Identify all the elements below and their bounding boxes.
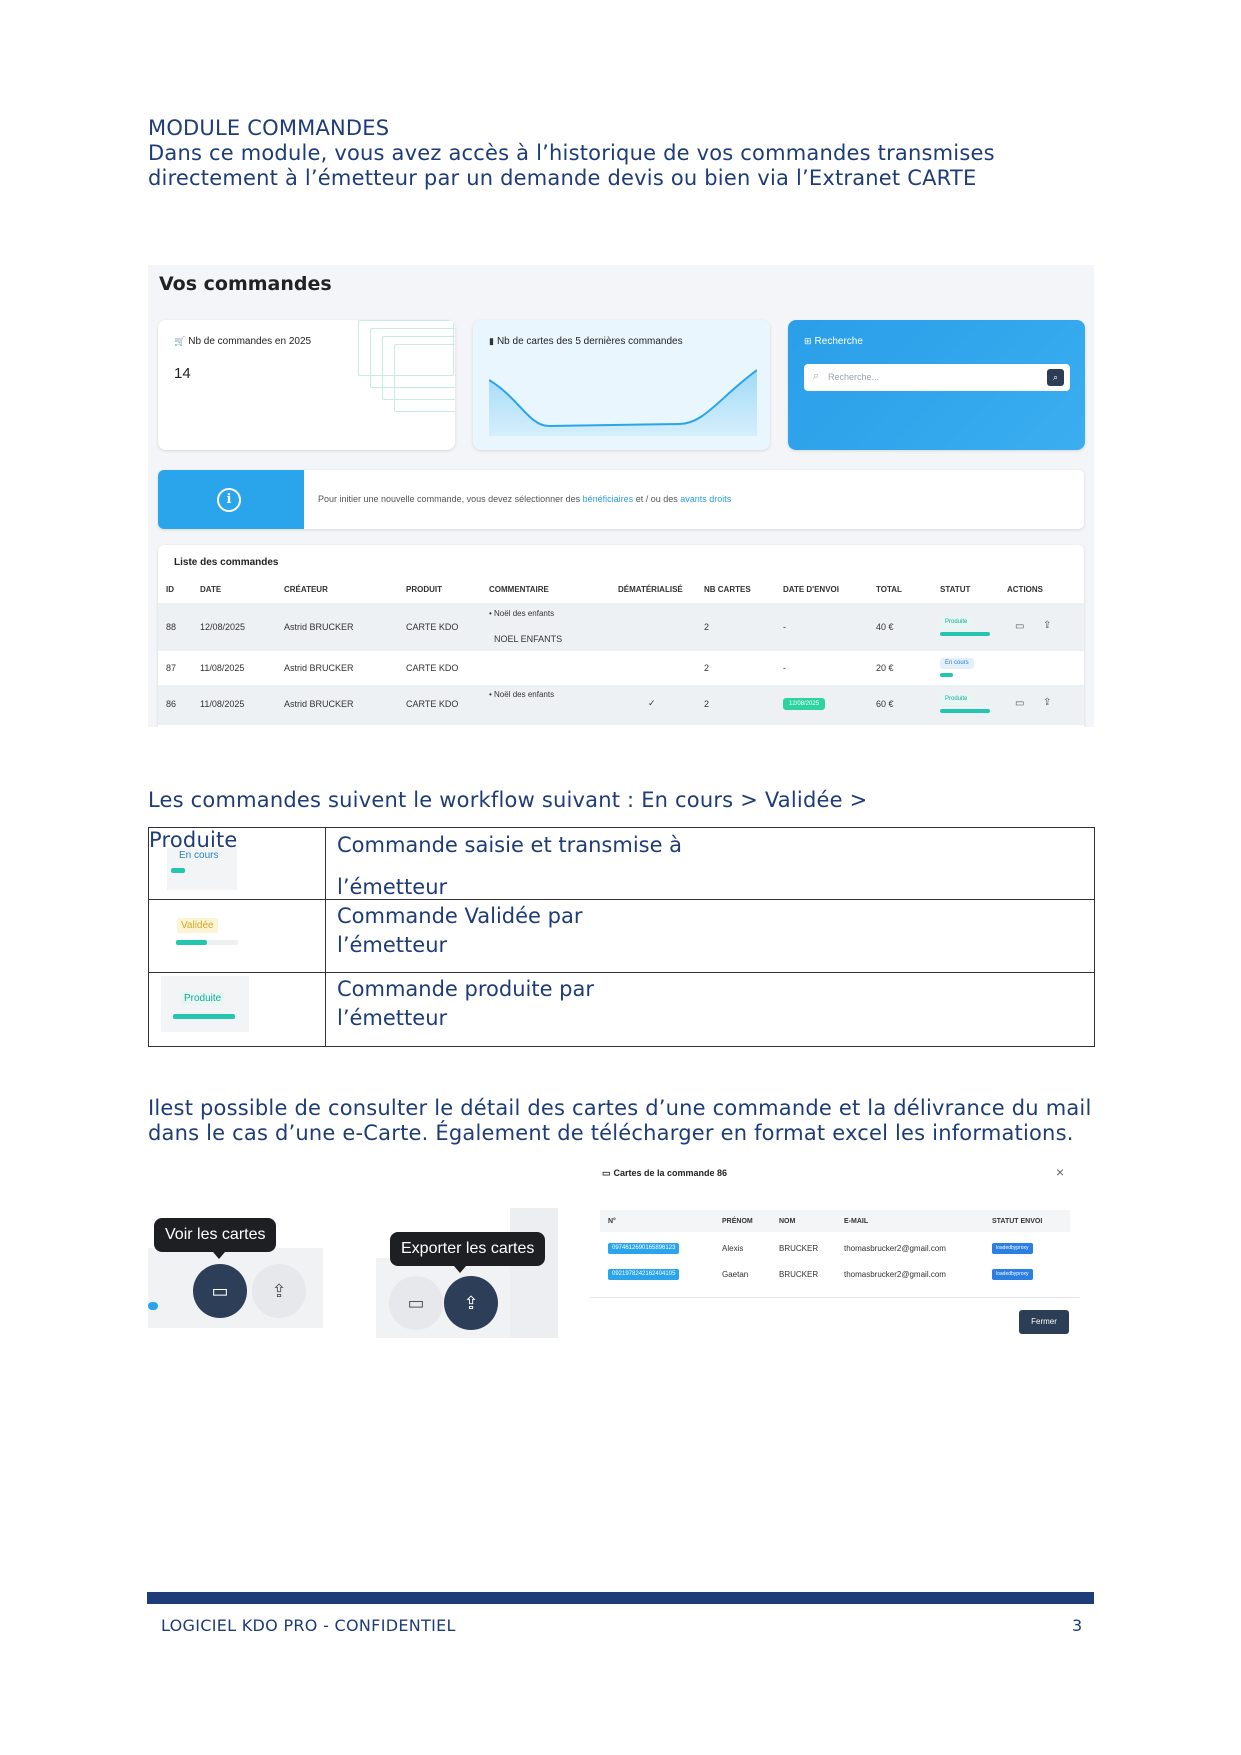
status-progress — [173, 1014, 235, 1019]
view-cards-button[interactable]: ▭ — [389, 1276, 443, 1330]
export-icon[interactable]: ⇪ — [1043, 620, 1052, 631]
close-button[interactable]: Fermer — [1019, 1310, 1069, 1334]
orders-count-value: 14 — [174, 365, 191, 382]
workflow-row-produite: Produite Commande produite par l’émetteur — [149, 973, 1094, 1046]
view-cards-icon[interactable]: ▭ — [1015, 698, 1025, 709]
workflow-row-en-cours: En cours Produite Commande saisie et transmise à l’émetteur — [149, 828, 1094, 900]
col-dematerialized: DÉMATÉRIALISÉ — [618, 585, 683, 594]
search-card-label: Recherche — [814, 336, 863, 347]
status-badge: En cours — [179, 850, 219, 861]
info-banner — [158, 470, 1084, 529]
status-progress — [940, 673, 990, 677]
orders-list — [158, 545, 1084, 727]
close-icon[interactable]: × — [1056, 1164, 1065, 1180]
status-badge: Validée — [177, 918, 218, 933]
card-icon: ▭ — [602, 1168, 611, 1178]
view-cards-icon[interactable]: ▭ — [1015, 621, 1025, 632]
cards-trend-sparkline — [489, 368, 757, 436]
status-badge: Produite — [940, 617, 972, 628]
col-id: ID — [166, 585, 174, 594]
module-title: MODULE COMMANDES — [148, 116, 390, 140]
view-cards-button[interactable]: ▭ — [193, 1264, 247, 1318]
col-comment: COMMENTAIRE — [489, 585, 549, 594]
search-button[interactable]: ⌕ — [1047, 369, 1064, 386]
grid-icon: ⊞ — [804, 336, 812, 346]
intro-line-2: directement à l’émetteur par un demande devis ou bien via l’Extranet CARTE — [148, 166, 977, 190]
table-row[interactable]: 86 11/08/2025 Astrid BRUCKER CARTE KDO • Noël des enfants ✓ 2 12/08/2025 60 € Produite ▭ ⇪ — [158, 685, 1084, 725]
status-progress — [940, 709, 990, 713]
export-cards-screenshot — [376, 1208, 558, 1338]
col-status: STATUT — [940, 585, 971, 594]
orders-count-card — [158, 320, 455, 450]
export-cards-button[interactable]: ⇪ — [444, 1276, 498, 1330]
col-send-date: DATE D'ENVOI — [783, 585, 839, 594]
workflow-row-validee: Validée Commande Validée par l’émetteur — [149, 900, 1094, 973]
orders-count-label: Nb de commandes en 2025 — [188, 336, 312, 347]
workflow-line-2: Produite — [149, 828, 238, 852]
search-placeholder: Recherche... — [828, 372, 880, 382]
send-date-badge: 12/08/2025 — [783, 698, 825, 710]
col-creator: CRÉATEUR — [284, 585, 328, 594]
export-icon[interactable]: ⇪ — [1043, 697, 1052, 708]
modal-title: Cartes de la commande 86 — [613, 1168, 728, 1178]
chart-icon: ▮ — [489, 336, 494, 346]
export-cards-button[interactable]: ⇪ — [252, 1264, 306, 1318]
status-progress — [171, 868, 226, 872]
col-product: PRODUIT — [406, 585, 442, 594]
search-input[interactable] — [804, 364, 1070, 391]
detail-line-1: Ilest possible de consulter le détail des cartes d’une commande et la délivrance du mail — [148, 1096, 1092, 1120]
search-icon: ⌕ — [813, 370, 820, 382]
status-progress — [940, 632, 990, 636]
table-row[interactable]: 88 12/08/2025 Astrid BRUCKER CARTE KDO • Noël des enfants NOEL ENFANTS 2 - 40 € Produite ▭ ⇪ — [158, 603, 1084, 651]
search-card — [788, 320, 1085, 450]
info-icon: i — [217, 488, 241, 512]
view-cards-tooltip: Voir les cartes — [154, 1218, 276, 1252]
col-date: DATE — [200, 585, 222, 594]
status-badge: Produite — [181, 992, 224, 1005]
info-text: Pour initier une nouvelle commande, vous devez sélectionner des bénéficiaires et / ou des avants droits — [318, 494, 732, 504]
detail-line-2: dans le cas d’une e-Carte. Également de télécharger en format excel les informations. — [148, 1121, 1074, 1145]
footer-label: LOGICIEL KDO PRO - CONFIDENTIEL — [161, 1616, 456, 1635]
card-number-badge: 0921978242162404105 — [608, 1269, 679, 1280]
col-actions: ACTIONS — [1007, 585, 1043, 594]
intro-line-1: Dans ce module, vous avez accès à l’historique de vos commandes transmises — [148, 141, 995, 165]
send-status-badge: loadedbyproxy — [992, 1269, 1033, 1280]
cart-icon: 🛒 — [174, 336, 186, 346]
col-nb-cards: NB CARTES — [704, 585, 751, 594]
col-total: TOTAL — [876, 585, 902, 594]
card-number-badge: 0974612690165896123 — [608, 1243, 679, 1254]
footer-bar — [147, 1592, 1094, 1604]
cards-count-label: Nb de cartes des 5 dernières commandes — [496, 336, 683, 347]
orders-screenshot — [148, 265, 1094, 727]
send-status-badge: loadedbyproxy — [992, 1243, 1033, 1254]
status-badge: En cours — [940, 658, 974, 669]
cards-modal: ▭ Cartes de la commande 86 × N° PRÉNOM NOM E-MAIL STATUT ENVOI 0974612690165896123 Alexis BRUCKER thomasbrucker2@gmail.com loadedbyproxy 0921978242162404105 Gaetan BRUCKER thomasbrucker2@gmail.com loadedbyproxy Fermer — [590, 1160, 1080, 1338]
page-number: 3 — [1072, 1616, 1083, 1635]
workflow-table — [148, 827, 1095, 1047]
orders-screen-title: Vos commandes — [159, 273, 332, 295]
workflow-line-1: Les commandes suivent le workflow suivant : En cours > Validée > — [148, 788, 868, 812]
cards-count-card — [473, 320, 770, 450]
orders-list-title: Liste des commandes — [174, 557, 279, 568]
status-progress — [176, 940, 238, 945]
beneficiaries-link[interactable]: bénéficiaires — [582, 494, 634, 504]
rights-holders-link[interactable]: avants droits — [680, 494, 732, 504]
view-cards-screenshot — [148, 1208, 323, 1328]
export-cards-tooltip: Exporter les cartes — [390, 1232, 545, 1266]
table-row[interactable]: 87 11/08/2025 Astrid BRUCKER CARTE KDO 2 - 20 € En cours — [158, 651, 1084, 685]
status-badge: Produite — [940, 694, 972, 705]
dematerialized-check-icon: ✓ — [648, 698, 656, 708]
